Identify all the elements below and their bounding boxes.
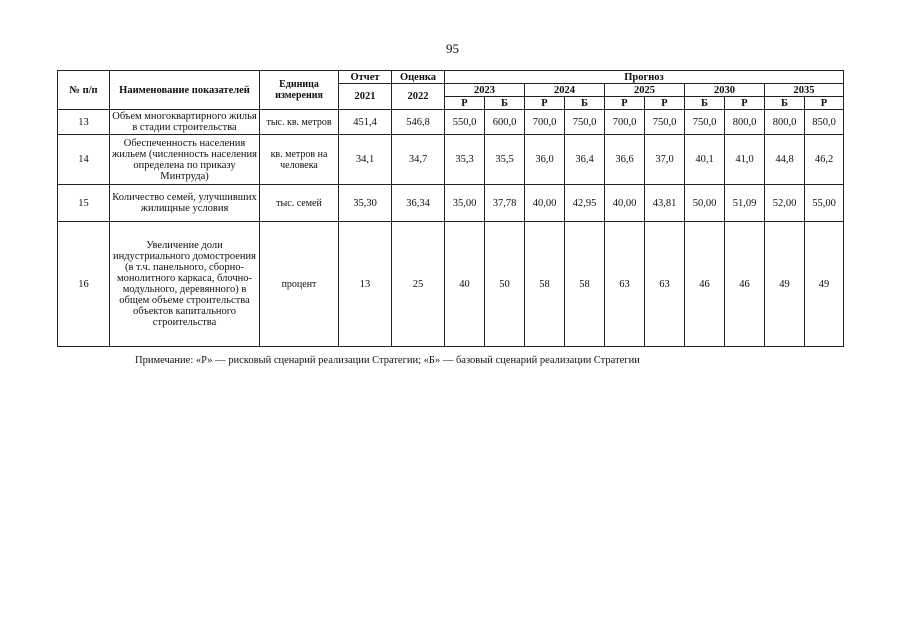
row-estimate-value: 25 <box>392 222 445 347</box>
row-forecast-value: 49 <box>805 222 844 347</box>
row-forecast-value: 50,00 <box>685 185 725 222</box>
header-scenario: Р <box>805 97 844 110</box>
row-forecast-value: 44,8 <box>765 135 805 185</box>
row-name: Количество семей, улучшивших жилищные условия <box>110 185 260 222</box>
row-forecast-value: 51,09 <box>725 185 765 222</box>
table-row <box>58 135 844 185</box>
table-row <box>58 185 844 222</box>
indicators-table <box>57 70 844 347</box>
header-forecast-year: 2025 <box>605 84 685 97</box>
row-forecast-value: 36,0 <box>525 135 565 185</box>
row-forecast-value: 46 <box>685 222 725 347</box>
header-scenario: Б <box>685 97 725 110</box>
row-forecast-value: 750,0 <box>645 110 685 135</box>
header-report: Отчет <box>339 71 392 84</box>
row-forecast-value: 800,0 <box>725 110 765 135</box>
row-forecast-value: 37,78 <box>485 185 525 222</box>
row-unit: тыс. семей <box>260 185 339 222</box>
header-year-estimate: 2022 <box>392 84 445 110</box>
header-name: Наименование показателей <box>110 71 260 110</box>
header-scenario: Б <box>565 97 605 110</box>
row-forecast-value: 55,00 <box>805 185 844 222</box>
row-forecast-value: 750,0 <box>685 110 725 135</box>
row-name: Обеспеченность населения жильем (численность населения определена по приказу Минтруда) <box>110 135 260 185</box>
row-forecast-value: 42,95 <box>565 185 605 222</box>
row-forecast-value: 36,6 <box>605 135 645 185</box>
header-num: № п/п <box>58 71 110 110</box>
header-scenario: Р <box>525 97 565 110</box>
row-forecast-value: 46,2 <box>805 135 844 185</box>
row-num: 15 <box>58 185 110 222</box>
row-forecast-value: 37,0 <box>645 135 685 185</box>
row-forecast-value: 700,0 <box>525 110 565 135</box>
page-number: 95 <box>446 41 459 56</box>
row-num: 14 <box>58 135 110 185</box>
row-forecast-value: 40,00 <box>605 185 645 222</box>
row-forecast-value: 58 <box>565 222 605 347</box>
row-forecast-value: 40,1 <box>685 135 725 185</box>
row-name: Объем многоквартирного жилья в стадии строительства <box>110 110 260 135</box>
row-forecast-value: 43,81 <box>645 185 685 222</box>
row-report-value: 34,1 <box>339 135 392 185</box>
row-forecast-value: 35,5 <box>485 135 525 185</box>
table-row <box>58 110 844 135</box>
header-forecast-year: 2024 <box>525 84 605 97</box>
table-row <box>58 222 844 347</box>
header-scenario: Р <box>605 97 645 110</box>
row-name: Увеличение доли индустриального домостроения (в т.ч. панельного, сборно-монолитного каркаса, блочно-модульного, деревянного) в общем объеме строительства объектов капитального строительства <box>110 222 260 347</box>
row-unit: кв. метров на человека <box>260 135 339 185</box>
header-scenario: Р <box>725 97 765 110</box>
row-forecast-value: 36,4 <box>565 135 605 185</box>
header-scenario: Б <box>485 97 525 110</box>
row-forecast-value: 40,00 <box>525 185 565 222</box>
header-year-report: 2021 <box>339 84 392 110</box>
row-forecast-value: 41,0 <box>725 135 765 185</box>
row-unit: процент <box>260 222 339 347</box>
header-scenario: Р <box>645 97 685 110</box>
row-forecast-value: 550,0 <box>445 110 485 135</box>
header-estimate: Оценка <box>392 71 445 84</box>
row-forecast-value: 850,0 <box>805 110 844 135</box>
row-forecast-value: 35,00 <box>445 185 485 222</box>
header-forecast-year: 2035 <box>765 84 844 97</box>
row-forecast-value: 50 <box>485 222 525 347</box>
row-forecast-value: 52,00 <box>765 185 805 222</box>
row-unit: тыс. кв. метров <box>260 110 339 135</box>
row-forecast-value: 49 <box>765 222 805 347</box>
header-forecast: Прогноз <box>445 71 844 84</box>
row-forecast-value: 40 <box>445 222 485 347</box>
row-forecast-value: 35,3 <box>445 135 485 185</box>
header-unit: Единица измерения <box>260 71 339 110</box>
row-forecast-value: 600,0 <box>485 110 525 135</box>
header-forecast-year: 2023 <box>445 84 525 97</box>
row-num: 13 <box>58 110 110 135</box>
row-estimate-value: 34,7 <box>392 135 445 185</box>
row-forecast-value: 63 <box>645 222 685 347</box>
header-row-1 <box>58 71 844 84</box>
row-num: 16 <box>58 222 110 347</box>
header-scenario: Б <box>765 97 805 110</box>
row-forecast-value: 700,0 <box>605 110 645 135</box>
header-scenario: Р <box>445 97 485 110</box>
row-forecast-value: 800,0 <box>765 110 805 135</box>
row-report-value: 13 <box>339 222 392 347</box>
table-note: Примечание: «Р» — рисковый сценарий реализации Стратегии; «Б» — базовый сценарий реализации Стратегии <box>135 355 640 366</box>
row-forecast-value: 750,0 <box>565 110 605 135</box>
row-forecast-value: 46 <box>725 222 765 347</box>
row-report-value: 35,30 <box>339 185 392 222</box>
row-report-value: 451,4 <box>339 110 392 135</box>
row-estimate-value: 546,8 <box>392 110 445 135</box>
row-forecast-value: 63 <box>605 222 645 347</box>
header-forecast-year: 2030 <box>685 84 765 97</box>
row-forecast-value: 58 <box>525 222 565 347</box>
row-estimate-value: 36,34 <box>392 185 445 222</box>
